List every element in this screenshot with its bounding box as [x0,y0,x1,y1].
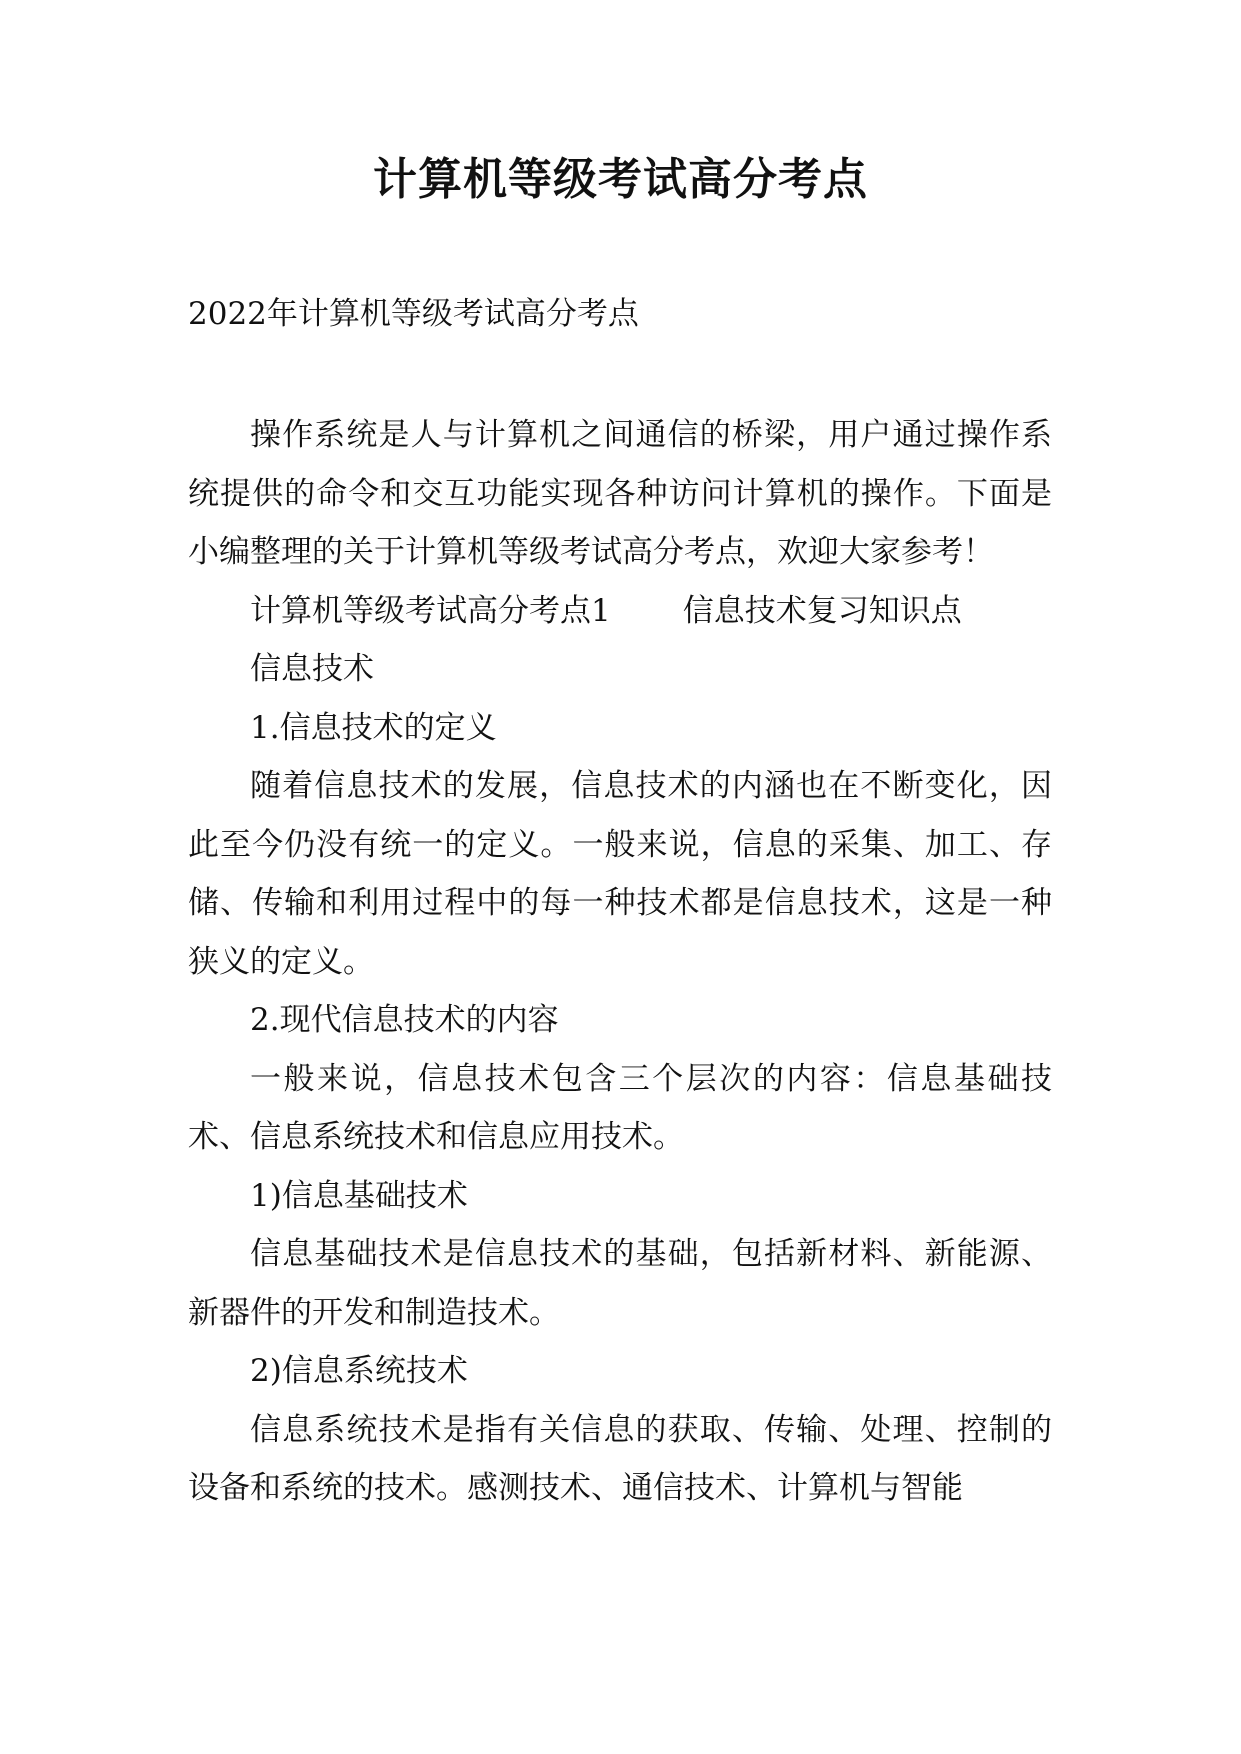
document-subtitle: 2022年计算机等级考试高分考点 [188,296,639,332]
foundation-tech-heading: 1)信息基础技术 [250,1177,468,1214]
info-tech-heading: 信息技术 [250,651,374,687]
document-title: 计算机等级考试高分考点 [373,154,868,205]
system-tech-paragraph: 信息系统技术是指有关信息的获取、传输、处理、控制的设备和系统的技术。感测技术、通信技术、计算机与智能 [188,1411,1052,1506]
foundation-tech-paragraph: 信息基础技术是信息技术的基础，包括新材料、新能源、新器件的开发和制造技术。 [188,1236,1052,1331]
modern-content-paragraph: 一般来说，信息技术包含三个层次的内容：信息基础技术、信息系统技术和信息应用技术。 [188,1060,1052,1155]
definition-paragraph: 随着信息技术的发展，信息技术的内涵也在不断变化，因此至今仍没有统一的定义。一般来说，信息的采集、加工、存储、传输和利用过程中的每一种技术都是信息技术，这是一种狭义的定义。 [188,768,1052,980]
modern-content-heading: 2.现代信息技术的内容 [250,1002,559,1038]
system-tech-heading: 2)信息系统技术 [250,1353,468,1389]
intro-paragraph: 操作系统是人与计算机之间通信的桥梁，用户通过操作系统提供的命令和交互功能实现各种访问计算机的操作。下面是小编整理的关于计算机等级考试高分考点，欢迎大家参考！ [188,417,1052,570]
section-heading [188,582,1052,641]
section-topic: 信息技术复习知识点 [682,592,962,629]
document-body [188,406,1052,1518]
section-label: 计算机等级考试高分考点1 [250,592,611,629]
definition-heading: 1.信息技术的定义 [250,709,497,746]
